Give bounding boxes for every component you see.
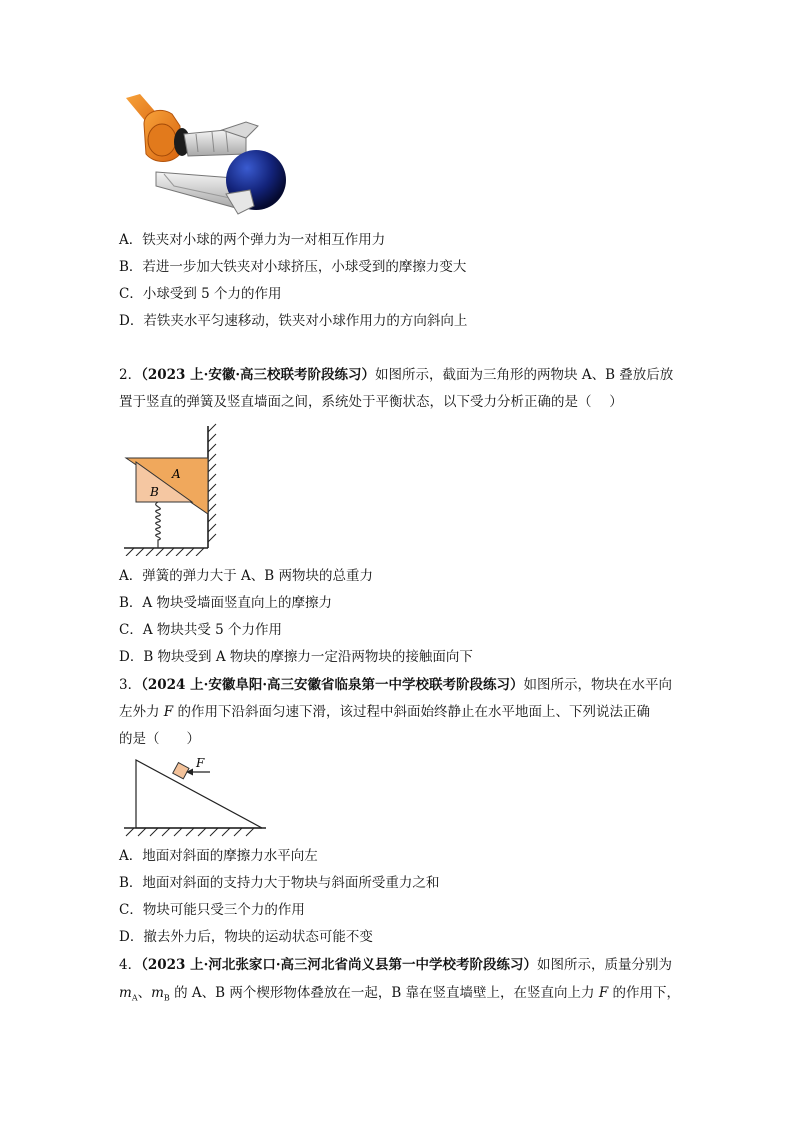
- q4-sep: 、: [137, 985, 152, 1001]
- q4-stem-line2: [119, 983, 680, 1009]
- clamp-ball-figure: [126, 94, 296, 218]
- q2-stem: [119, 365, 673, 385]
- q2-option-d: D．B 物块受到 A 物块的摩擦力一定沿两物块的接触面向下: [119, 649, 473, 665]
- stacked-blocks-spring-figure: [122, 422, 222, 556]
- incline-block-figure: [120, 754, 270, 838]
- q3-option-a: A．地面对斜面的摩擦力水平向左: [119, 848, 318, 864]
- q4-stem-line1: 如图所示，质量分别为: [537, 957, 673, 973]
- q3-option-d: D．撤去外力后，物块的运动状态可能不变: [119, 929, 373, 945]
- q2-stem-line2: 置于竖直的弹簧及竖直墙面之间，系统处于平衡状态，以下受力分析正确的是（ ）: [119, 394, 623, 410]
- q4-stem: [119, 955, 672, 975]
- q3-stem-line2-pre: 左外力: [119, 704, 164, 720]
- q4-force-var: F: [598, 985, 609, 1001]
- q3-stem-line3: 的是（ ）: [119, 731, 200, 747]
- q3-stem-line1: 如图所示，物块在水平向: [523, 677, 673, 693]
- q4-stem-line2-end: 的作用下，: [608, 985, 681, 1001]
- q1-option-c: C．小球受到 5 个力的作用: [119, 286, 282, 302]
- q3-force-var: F: [163, 704, 174, 720]
- q3-source: （2024 上·安徽阜阳·高三安徽省临泉第一中学校联考阶段练习）: [141, 677, 524, 693]
- q3-option-c: C．物块可能只受三个力的作用: [119, 902, 305, 918]
- q1-option-a: A．铁夹对小球的两个弹力为一对相互作用力: [119, 232, 386, 248]
- q3-option-b: B．地面对斜面的支持力大于物块与斜面所受重力之和: [119, 875, 440, 891]
- q4-number: 4．: [119, 957, 142, 973]
- q2-number: 2．: [119, 367, 142, 383]
- q2-fig-label-b: B: [150, 485, 159, 499]
- q4-mass-var-b: m: [151, 985, 164, 1001]
- q4-source: （2023 上·河北张家口·高三河北省尚义县第一中学校考阶段练习）: [141, 957, 538, 973]
- q2-stem-line1: 如图所示，截面为三角形的两物块 A、B 叠放后放: [375, 367, 674, 383]
- q3-stem: [119, 675, 672, 695]
- q2-source: （2023 上·安徽·高三校联考阶段练习）: [141, 367, 376, 383]
- q2-option-b: B．A 物块受墙面竖直向上的摩擦力: [119, 595, 332, 611]
- q4-mass-var-a: m: [119, 985, 132, 1001]
- q1-option-d: D．若铁夹水平匀速移动，铁夹对小球作用力的方向斜向上: [119, 313, 468, 329]
- q3-fig-label-f: F: [196, 756, 205, 770]
- q3-number: 3．: [119, 677, 142, 693]
- q4-sub-a: A: [131, 993, 138, 1003]
- q2-option-c: C．A 物块共受 5 个力作用: [119, 622, 283, 638]
- q3-stem-line2: [119, 702, 650, 722]
- q4-stem-line2-mid: 的 A、B 两个楔形物体叠放在一起，B 靠在竖直墙壁上，在竖直向上力: [169, 985, 599, 1001]
- q2-option-a: A．弹簧的弹力大于 A、B 两物块的总重力: [119, 568, 374, 584]
- q2-fig-label-a: A: [172, 467, 181, 481]
- q4-sub-b: B: [163, 993, 170, 1003]
- q3-stem-line2-post: 的作用下沿斜面匀速下滑，该过程中斜面始终静止在水平地面上、下列说法正确: [173, 704, 650, 720]
- q1-option-b: B．若进一步加大铁夹对小球挤压，小球受到的摩擦力变大: [119, 259, 467, 275]
